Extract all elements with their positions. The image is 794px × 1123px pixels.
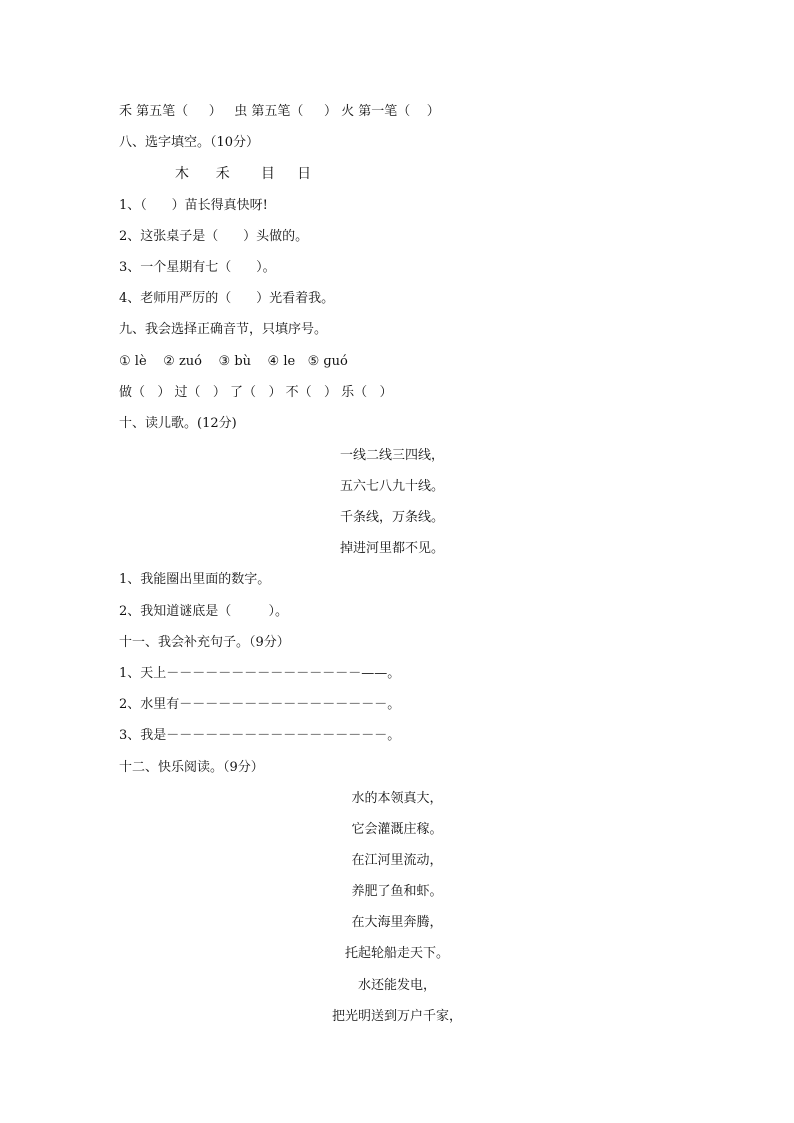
stroke-order-row: 禾 第五笔（ ） 虫 第五笔（ ） 火 第一笔（ ） (119, 104, 440, 119)
water-poem-line: 养肥了鱼和虾。 (351, 884, 443, 899)
q12-title: 十二、快乐阅读。（9分） (119, 760, 264, 775)
riddle-poem-line: 五六七八九十线。 (340, 479, 445, 494)
q10-title: 十、读儿歌。(12分) (119, 416, 237, 431)
q9-syllable-options: ① lè ② zuó ③ bù ④ le ⑤ ɡuó (119, 354, 348, 369)
q8-item-2: 2、这张桌子是（ ）头做的。 (119, 229, 309, 244)
water-poem-line: 在江河里流动， (351, 853, 443, 868)
q9-fill-row: 做（ ） 过（ ） 了（ ） 不（ ） 乐（ ） (119, 385, 393, 400)
q8-choice-characters: 木 禾 目 日 (175, 166, 312, 182)
water-poem-line: 在大海里奔腾， (351, 915, 443, 930)
water-poem-line: 托起轮船走天下。 (344, 946, 449, 961)
q9-title: 九、我会选择正确音节，只填序号。 (119, 322, 328, 337)
water-poem-line: 水还能发电， (357, 978, 436, 993)
riddle-poem-line: 一线二线三四线， (340, 448, 445, 463)
q10-item-1: 1、我能圈出里面的数字。 (119, 572, 271, 587)
water-poem-line: 水的本领真大， (351, 791, 443, 806)
riddle-poem-line: 掉进河里都不见。 (340, 541, 445, 556)
q11-item-3: 3、我是－－－－－－－－－－－－－－－－－。 (119, 728, 401, 743)
q8-item-3: 3、一个星期有七（ ）。 (119, 260, 276, 275)
water-poem-line: 把光明送到万户千家， (331, 1009, 462, 1024)
q11-item-2: 2、水里有－－－－－－－－－－－－－－－－。 (119, 697, 401, 712)
q8-item-1: 1、（ ）苗长得真快呀! (119, 198, 268, 213)
riddle-poem-line: 千条线，万条线。 (340, 510, 445, 525)
q10-item-2: 2、我知道谜底是（ ）。 (119, 604, 288, 619)
water-poem-line: 它会灌溉庄稼。 (351, 822, 443, 837)
q8-item-4: 4、老师用严厉的（ ）光看着我。 (119, 291, 335, 306)
q11-item-1: 1、天上－－－－－－－－－－－－－－－——。 (119, 666, 401, 681)
q8-title: 八、选字填空。（10分） (119, 135, 260, 150)
q11-title: 十一、我会补充句子。（9分） (119, 635, 290, 650)
